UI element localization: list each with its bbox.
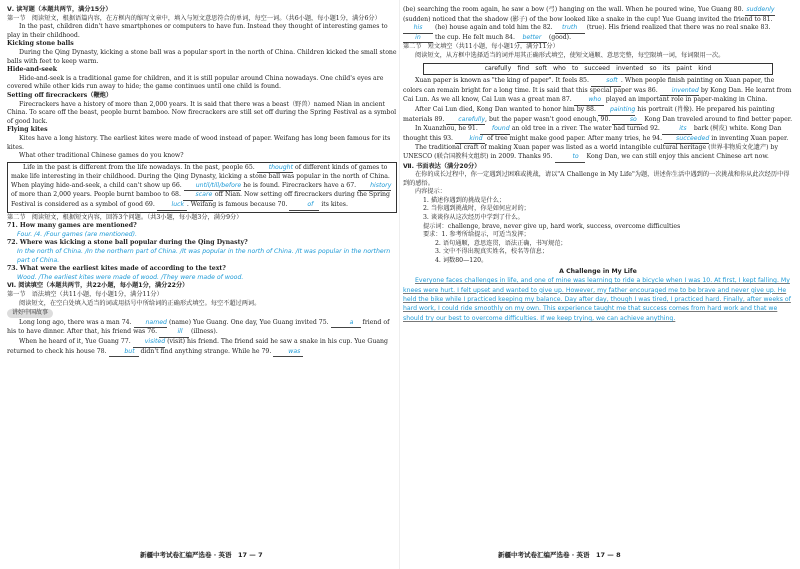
answer-73: Wood. /The earliest kites were made of wood. /They were made of wood. (17, 273, 244, 281)
section-5-title: Ⅴ. 读写题（本题共两节，满分15分） (7, 6, 112, 13)
answer-88: painting (598, 106, 635, 116)
answer-90: so (612, 116, 642, 126)
cloze-passage-2: After Cai Lun died, Kong Dan wanted to honor him by 88. painting his portrait (肖像). He prepared his painting materials 89. carefully, but the paper wasn't good enough, 90. so Kong Dan traveled around to find better paper. (403, 106, 793, 125)
answer-91: found (480, 125, 510, 135)
answer-70: of (289, 201, 319, 211)
writing-hint-3: 3. 谈谈你从这次经历中学到了什么。 (423, 214, 524, 222)
heading-kites: Flying kites (7, 126, 48, 134)
writing-req-4: 4. 词数80—120。 (435, 257, 488, 265)
answer-75: a (331, 319, 361, 329)
right-footer: 新疆中考试卷汇编严选卷 · 英语 17 — 8 (498, 551, 621, 559)
passage-intro: In the past, children didn't have smartphones or computers to have fun. Instead they thought of interesting games to play in their childhood. (7, 23, 388, 39)
right-page (403, 6, 793, 323)
part1-instructions: 第一节 阅读短文，根据语篇内容，在方框内的缩写文章中，填入与短文意思符合的单词，每空一词。（共6小题，每小题1分，满分6分） (7, 14, 381, 22)
part2-subinstructions: 阅读短文，从方框中选择适当的词并用其正确形式填空，使短文通顺、意思完整，每空限填一词，每词限用一次。 (415, 51, 725, 59)
answer-66: until/till/before (184, 182, 242, 192)
answer-84: better (517, 34, 547, 44)
answer-77: visited (133, 338, 165, 348)
essay-answer: Everyone faces challenges in life, and one of mine was learning to ride a bicycle when I was 10. At first, I kept falling. My knees were hurt. I felt upset and wanted to give up. However, my father encouraged me to be brave and never give up. He held the bike while I practiced keeping my balance. Day after day, though I was tired, I practiced hard. Finally, after weeks of hard work, I could ride smoothly on my own. This experience taught me that success comes from hard work and that we should try our best to overcome difficulties. If we keep trying, we can achieve anything. (403, 277, 791, 322)
part2-instructions-right: 第二节 短文填空（共11小题，每小题1分，满分11分） (403, 43, 559, 51)
cloze-passage-4: The traditional craft of making Xuan paper was listed as a world intangible cultural heritage (世界非物质文化遗产) by UNESCO (联合国教科文组织) in 2009. Thanks 95. to Kong Dan, we can still enjoy this ancient Chinese art now. (403, 144, 793, 162)
answer-80: suddenly (745, 6, 775, 16)
answer-94: succeeded (664, 135, 709, 145)
writing-req-2: 2. 语句通顺，意思连贯，语法正确，书写规范； (435, 239, 567, 247)
passage-firecrackers: Firecrackers have a history of more than 2,000 years. It is said that there was a beast（野兽）named Nian in ancient China. To scare off the beast, people burnt bamboo. Now firecrackers are still set off during the Spring Festival as a symbol of good luck. (7, 100, 397, 125)
summary-text: Life in the past is different from the life nowadays. In the past, people 65. thought of different kinds of games to make life interesting in their childhood. During the Qing Dynasty, kicking a stone ball was popular in the north of China. When playing hide-and-seek, a child can't show up 66. until/till/before he is found. Firecrackers have a 67. history of more than 2,000 years. People burnt bamboo to 68. scare off Nian. Now setting off firecrackers during the Spring Festival is considered as a symbol of good 69. luck . Weifang is famous because 70. of its kites. (11, 164, 393, 211)
essay-title: A Challenge in My Life (559, 267, 637, 275)
answer-74: named (134, 319, 167, 329)
answer-69: luck (157, 201, 187, 211)
summary-box (7, 162, 397, 213)
page-divider (399, 0, 400, 569)
heading-firecrackers: Setting off firecrackers（鞭炮） (7, 91, 113, 99)
heading-kicking: Kicking stone balls (7, 40, 74, 48)
answer-81: his (403, 24, 433, 34)
answer-95: to (555, 153, 585, 163)
writing-prompt: 在你的成长过程中，你一定遇到过困难或挑战，请以"A Challenge in My Life"为题，讲述你生活中遇到的一次挑战和你从此次经历中得到的感悟。 (403, 171, 790, 187)
answer-82: truth (555, 24, 585, 34)
answer-89: carefully (446, 116, 485, 126)
section-6-title: Ⅵ. 阅读填空（本题共两节，共22小题，每小题1分，满分22分） (7, 282, 189, 290)
writing-hint-label: 内容提示： (415, 188, 446, 196)
section-7-title: Ⅶ. 书面表达（满分20分） (403, 162, 481, 170)
cloze-passage-1: Xuan paper is known as "the king of paper". It feels 85. soft . When people finish painting on Xuan paper, the colors can remain bright for a long time. It is said that this special paper was 86. invented by Kong Dan. He learnt from Cai Lun. As we all know, Cai Lun was a great man 87. who played an important role in paper-making in China. (403, 77, 793, 106)
answer-92: its (662, 125, 692, 135)
answer-71: Four. /4. /Four games (are mentioned). (17, 230, 137, 238)
answer-87: who (574, 96, 604, 106)
story-badge: 讲好中国故事 (7, 309, 53, 318)
answer-65: thought (257, 164, 293, 174)
grammar-passage-1: Long long ago, there was a man 74. named (name) Yue Guang. One day, Yue Guang invited 75. a friend of his to have dinner. After that, his friend was 76. ill (illness). (7, 319, 397, 338)
answer-78: but (109, 348, 139, 358)
answer-76: ill (159, 328, 189, 338)
passage-kites: Kites have a long history. The earliest kites were made of wood instead of paper. Weifang has long been famous for its kites. (7, 134, 391, 151)
passage-hide: Hide-and-seek is a traditional game for children, and it is still popular around China nowadays. One child's eyes are covered while other kids run away to hide; the game continues until one child is found. (7, 74, 384, 91)
answer-85: soft (591, 77, 621, 87)
answer-67: history (358, 182, 391, 192)
answer-83: in (403, 34, 433, 44)
answer-68: scare (183, 191, 213, 201)
grammar-passage-2: When he heard of it, Yue Guang 77. visited (visit) his friend. The friend said he saw a snake in his cup. Yue Guang returned to check his house 78. but didn't find anything strange. While he 79. was (7, 338, 397, 357)
grammar-passage-3: (be) searching the room again, he saw a bow (弓) hanging on the wall. When he poured wine, Yue Guang 80. suddenly (sudden) noticed that the shadow (影子) of the bow looked like a snake in the cup! Yue Guang invited the friend to 81. his (he) house again and told him the 82. truth (true). His friend realized that there was no real snake 83. in the cup. He felt much 84. better (good). (403, 6, 793, 43)
question-73: 73. What were the earliest kites made of according to the text? (7, 265, 226, 273)
writing-req-1: 要求：1. 参考所给提示，可适当发挥； (423, 231, 530, 239)
left-footer: 新疆中考试卷汇编严选卷 · 英语 17 — 7 (140, 551, 263, 559)
part1b-subinstructions: 阅读短文，在空白处填入适当的词或用括号中所给词的正确形式填空。每空不超过两词。 (19, 299, 261, 307)
answer-79: was (273, 348, 303, 358)
word-bank: carefully find soft who to succeed invented so its paint kind (423, 63, 773, 76)
passage-kicking: During the Qing Dynasty, kicking a stone ball was a popular sport in the north of China. Children kicked the small stone balls with feet to keep warm. (7, 48, 397, 65)
writing-req-3: 3. 文中不得出现真实姓名，校名等信息； (435, 248, 549, 256)
writing-hint-1: 1. 描述你遇到的挑战是什么； (423, 196, 506, 204)
answer-86: invented (660, 87, 699, 97)
answer-93: kind (455, 135, 485, 145)
passage-question: What other traditional Chinese games do you know? (19, 152, 184, 160)
left-page (7, 6, 397, 357)
question-71: 71. How many games are mentioned? (7, 222, 137, 230)
writing-keywords: 提示词：challenge, brave, never give up, hard work, success, overcome difficulties (423, 222, 681, 230)
cloze-passage-3: In Xuanzhou, he 91. found an old tree in a river. The water had turned 92. its bark (树皮) white. Kong Dan thought this 93. kind of tree might make good paper. After many tries, he 94. succeeded in inventing Xuan paper. (403, 125, 793, 144)
writing-hint-2: 2. 当你遇到挑战时，你是如何应对的； (423, 205, 530, 213)
answer-72: In the north of China. /In the northern part of China. /It was popular in the north of China. /It was popular in the northern part of China. (17, 248, 391, 264)
part2-instructions: 第二节 阅读短文，根据短文内容，回答3个问题。（共3小题，每小题3分，满分9分） (7, 213, 243, 221)
part1b-instructions: 第一节 语法填空（共11小题，每小题1分，满分11分） (7, 291, 163, 298)
question-72: 72. Where was kicking a stone ball popular during the Qing Dynasty? (7, 239, 248, 247)
heading-hide: Hide-and-seek (7, 66, 58, 74)
